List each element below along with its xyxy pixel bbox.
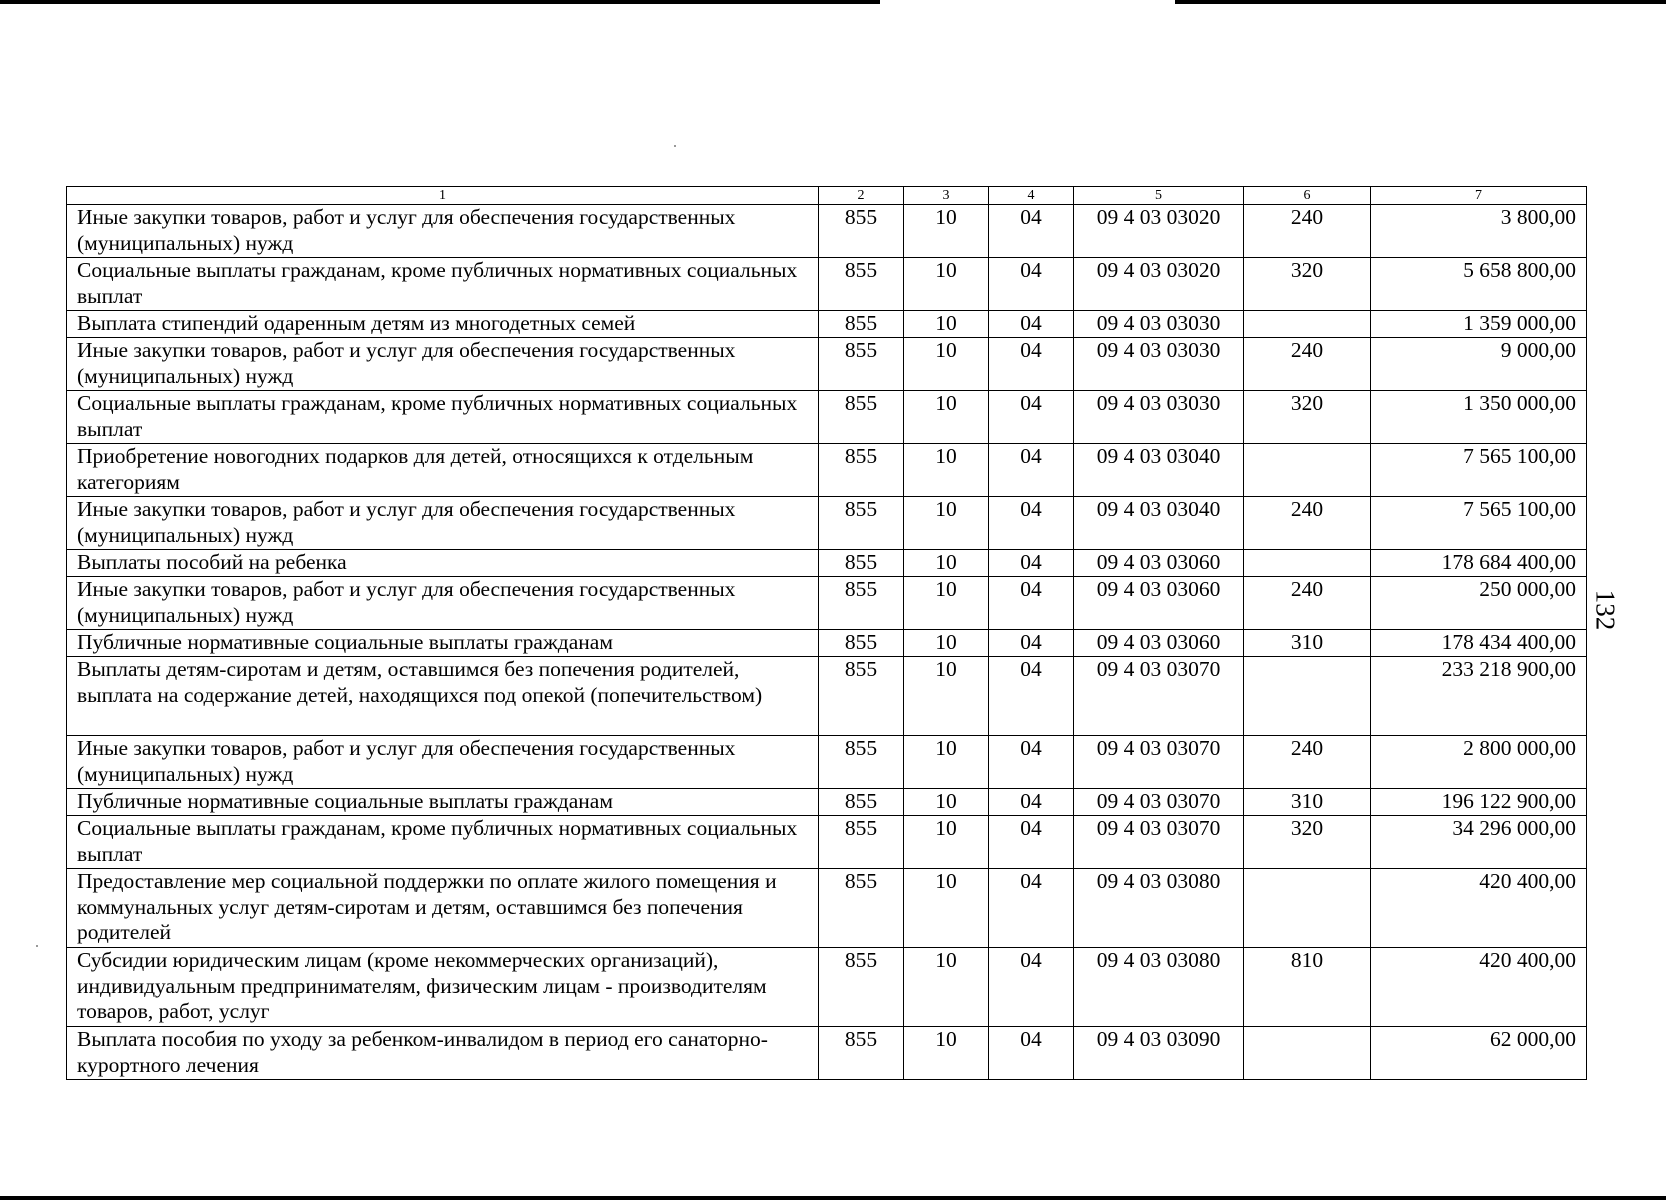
scan-edge-bottom: [0, 1196, 1666, 1200]
row-csr: 09 4 03 03030: [1074, 391, 1244, 444]
table-row: [67, 657, 1587, 736]
row-vr: 320: [1244, 816, 1371, 869]
row-csr: 09 4 03 03090: [1074, 1027, 1244, 1080]
row-csr: 09 4 03 03060: [1074, 550, 1244, 577]
row-csr: 09 4 03 03070: [1074, 789, 1244, 816]
row-name: Выплаты детям-сиротам и детям, оставшимся без попечения родителей, выплата на содержание детей, находящихся под опекой (попечительством): [67, 657, 819, 736]
row-vr: 240: [1244, 205, 1371, 258]
row-rz: 10: [904, 1027, 989, 1080]
row-sum: 233 218 900,00: [1371, 657, 1587, 736]
scan-edge-top-right: [1175, 0, 1666, 4]
row-name: Иные закупки товаров, работ и услуг для обеспечения государственных (муниципальных) нужд: [67, 205, 819, 258]
row-sum: 196 122 900,00: [1371, 789, 1587, 816]
row-name: Выплата стипендий одаренным детям из многодетных семей: [67, 311, 819, 338]
row-csr: 09 4 03 03080: [1074, 869, 1244, 948]
table-row: [67, 391, 1587, 444]
row-name: Предоставление мер социальной поддержки по оплате жилого помещения и коммунальных услуг детям-сиротам и детям, оставшимся без попечения родителей: [67, 869, 819, 948]
column-number-header-row: [67, 187, 1587, 205]
row-name: Выплаты пособий на ребенка: [67, 550, 819, 577]
row-name: Публичные нормативные социальные выплаты гражданам: [67, 630, 819, 657]
row-csr: 09 4 03 03020: [1074, 258, 1244, 311]
row-csr: 09 4 03 03020: [1074, 205, 1244, 258]
row-sum: 34 296 000,00: [1371, 816, 1587, 869]
row-sum: 9 000,00: [1371, 338, 1587, 391]
row-ved: 855: [819, 497, 904, 550]
table-row: [67, 1027, 1587, 1080]
row-ved: 855: [819, 391, 904, 444]
row-sum: 1 359 000,00: [1371, 311, 1587, 338]
row-csr: 09 4 03 03070: [1074, 657, 1244, 736]
column-header: 4: [989, 187, 1074, 205]
row-ved: 855: [819, 444, 904, 497]
row-vr: [1244, 657, 1371, 736]
row-sum: 420 400,00: [1371, 869, 1587, 948]
row-sum: 250 000,00: [1371, 577, 1587, 630]
table-row: [67, 258, 1587, 311]
row-rz: 10: [904, 391, 989, 444]
row-csr: 09 4 03 03060: [1074, 630, 1244, 657]
column-header: 3: [904, 187, 989, 205]
row-pr: 04: [989, 550, 1074, 577]
row-ved: 855: [819, 338, 904, 391]
row-pr: 04: [989, 948, 1074, 1027]
row-ved: 855: [819, 550, 904, 577]
row-rz: 10: [904, 205, 989, 258]
scan-edge-top-left: [0, 0, 880, 4]
row-rz: 10: [904, 869, 989, 948]
row-ved: 855: [819, 311, 904, 338]
row-vr: 320: [1244, 391, 1371, 444]
row-name: Иные закупки товаров, работ и услуг для обеспечения государственных (муниципальных) нужд: [67, 577, 819, 630]
row-csr: 09 4 03 03040: [1074, 497, 1244, 550]
row-vr: 240: [1244, 736, 1371, 789]
row-sum: 3 800,00: [1371, 205, 1587, 258]
table-row: [67, 948, 1587, 1027]
row-pr: 04: [989, 205, 1074, 258]
row-vr: 310: [1244, 630, 1371, 657]
row-sum: 5 658 800,00: [1371, 258, 1587, 311]
page-number: 132: [1590, 589, 1621, 631]
table-row: [67, 736, 1587, 789]
row-rz: 10: [904, 258, 989, 311]
table-row: [67, 869, 1587, 948]
row-pr: 04: [989, 736, 1074, 789]
table-row: [67, 550, 1587, 577]
row-name: Социальные выплаты гражданам, кроме публичных нормативных социальных выплат: [67, 391, 819, 444]
row-vr: [1244, 869, 1371, 948]
row-csr: 09 4 03 03030: [1074, 311, 1244, 338]
row-sum: 420 400,00: [1371, 948, 1587, 1027]
row-pr: 04: [989, 444, 1074, 497]
row-csr: 09 4 03 03080: [1074, 948, 1244, 1027]
row-csr: 09 4 03 03060: [1074, 577, 1244, 630]
row-pr: 04: [989, 338, 1074, 391]
table-row: [67, 311, 1587, 338]
row-ved: 855: [819, 736, 904, 789]
column-header: 5: [1074, 187, 1244, 205]
row-pr: 04: [989, 657, 1074, 736]
row-rz: 10: [904, 444, 989, 497]
table-row: [67, 497, 1587, 550]
row-ved: 855: [819, 577, 904, 630]
row-name: Иные закупки товаров, работ и услуг для обеспечения государственных (муниципальных) нужд: [67, 338, 819, 391]
table-row: [67, 577, 1587, 630]
row-ved: 855: [819, 948, 904, 1027]
row-rz: 10: [904, 736, 989, 789]
row-vr: [1244, 1027, 1371, 1080]
row-rz: 10: [904, 630, 989, 657]
row-vr: [1244, 311, 1371, 338]
scan-speck: [36, 945, 38, 947]
row-csr: 09 4 03 03040: [1074, 444, 1244, 497]
row-ved: 855: [819, 258, 904, 311]
row-name: Субсидии юридическим лицам (кроме некоммерческих организаций), индивидуальным предпринимателям, физическим лицам - производителям товаров, работ, услуг: [67, 948, 819, 1027]
row-rz: 10: [904, 311, 989, 338]
row-sum: 7 565 100,00: [1371, 444, 1587, 497]
table-row: [67, 816, 1587, 869]
row-name: Публичные нормативные социальные выплаты гражданам: [67, 789, 819, 816]
row-pr: 04: [989, 630, 1074, 657]
row-vr: 240: [1244, 497, 1371, 550]
column-header: 6: [1244, 187, 1371, 205]
row-vr: [1244, 550, 1371, 577]
row-ved: 855: [819, 789, 904, 816]
column-header: 1: [67, 187, 819, 205]
row-pr: 04: [989, 1027, 1074, 1080]
row-csr: 09 4 03 03030: [1074, 338, 1244, 391]
row-ved: 855: [819, 657, 904, 736]
row-name: Приобретение новогодних подарков для детей, относящихся к отдельным категориям: [67, 444, 819, 497]
row-sum: 62 000,00: [1371, 1027, 1587, 1080]
row-pr: 04: [989, 869, 1074, 948]
row-vr: 240: [1244, 338, 1371, 391]
table-row: [67, 789, 1587, 816]
row-ved: 855: [819, 630, 904, 657]
column-header: 2: [819, 187, 904, 205]
row-vr: 810: [1244, 948, 1371, 1027]
row-name: Иные закупки товаров, работ и услуг для обеспечения государственных (муниципальных) нужд: [67, 497, 819, 550]
row-rz: 10: [904, 657, 989, 736]
budget-table: [66, 186, 1587, 1080]
row-pr: 04: [989, 391, 1074, 444]
row-rz: 10: [904, 816, 989, 869]
row-pr: 04: [989, 497, 1074, 550]
row-pr: 04: [989, 311, 1074, 338]
table-row: [67, 630, 1587, 657]
row-sum: 178 434 400,00: [1371, 630, 1587, 657]
row-pr: 04: [989, 577, 1074, 630]
row-vr: 240: [1244, 577, 1371, 630]
row-vr: 320: [1244, 258, 1371, 311]
row-sum: 178 684 400,00: [1371, 550, 1587, 577]
row-rz: 10: [904, 550, 989, 577]
row-csr: 09 4 03 03070: [1074, 816, 1244, 869]
table-row: [67, 338, 1587, 391]
row-pr: 04: [989, 258, 1074, 311]
row-ved: 855: [819, 205, 904, 258]
row-name: Иные закупки товаров, работ и услуг для обеспечения государственных (муниципальных) нужд: [67, 736, 819, 789]
row-sum: 1 350 000,00: [1371, 391, 1587, 444]
column-header: 7: [1371, 187, 1587, 205]
row-vr: 310: [1244, 789, 1371, 816]
row-sum: 7 565 100,00: [1371, 497, 1587, 550]
row-ved: 855: [819, 1027, 904, 1080]
row-rz: 10: [904, 338, 989, 391]
row-rz: 10: [904, 497, 989, 550]
row-csr: 09 4 03 03070: [1074, 736, 1244, 789]
row-rz: 10: [904, 577, 989, 630]
row-rz: 10: [904, 948, 989, 1027]
row-name: Выплата пособия по уходу за ребенком-инвалидом в период его санаторно-курортного лечения: [67, 1027, 819, 1080]
table-row: [67, 444, 1587, 497]
row-ved: 855: [819, 869, 904, 948]
table-row: [67, 205, 1587, 258]
row-vr: [1244, 444, 1371, 497]
row-ved: 855: [819, 816, 904, 869]
row-pr: 04: [989, 789, 1074, 816]
row-rz: 10: [904, 789, 989, 816]
row-name: Социальные выплаты гражданам, кроме публичных нормативных социальных выплат: [67, 258, 819, 311]
row-pr: 04: [989, 816, 1074, 869]
scan-speck: [674, 145, 676, 147]
row-sum: 2 800 000,00: [1371, 736, 1587, 789]
row-name: Социальные выплаты гражданам, кроме публичных нормативных социальных выплат: [67, 816, 819, 869]
